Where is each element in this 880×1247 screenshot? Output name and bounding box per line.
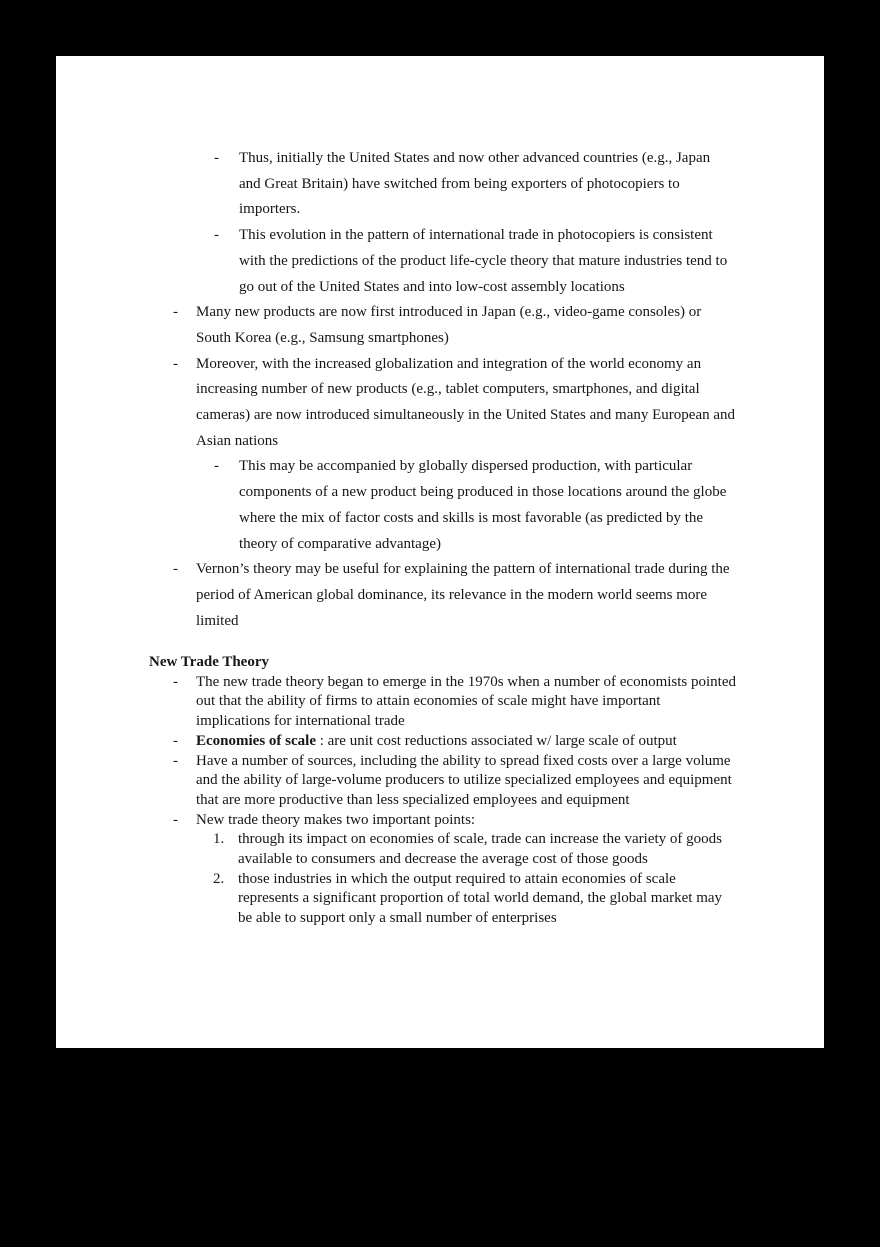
- bullet-item: [56, 223, 824, 300]
- bullet-dash: -: [173, 732, 178, 749]
- bullet-dash: -: [214, 150, 219, 166]
- text-line: Moreover, with the increased globalization and integration of the world economy an: [196, 355, 702, 372]
- text-line: Thus, initially the United States and now other advanced countries (e.g., Japan: [239, 150, 711, 166]
- text-line: importers.: [239, 201, 301, 218]
- text-line: Vernon’s theory may be useful for explaining the pattern of international trade during the: [196, 561, 730, 578]
- text-line: go out of the United States and into low-cost assembly locations: [239, 278, 625, 295]
- text-line: cameras) are now introduced simultaneously in the United States and many European and: [196, 407, 736, 424]
- text-line: New trade theory makes two important points:: [196, 811, 476, 828]
- text-line: theory of comparative advantage): [239, 535, 441, 552]
- bullet-dash: -: [214, 458, 219, 475]
- section-product-life-cycle-notes: [56, 146, 824, 634]
- numbered-item: [56, 870, 824, 929]
- text-line: limited: [196, 612, 239, 629]
- text-line: and the ability of large-volume producers to utilize specialized employees and equipment: [196, 772, 732, 789]
- bullet-dash: -: [173, 355, 178, 372]
- bullet-dash: -: [173, 752, 178, 769]
- text-line: those industries in which the output required to attain economies of scale: [238, 870, 676, 887]
- text-line: and Great Britain) have switched from being exporters of photocopiers to: [239, 175, 680, 192]
- definition-text: : are unit cost reductions associated w/ large scale of output: [315, 732, 677, 749]
- document-page: [56, 56, 824, 1048]
- bullet-item: [56, 352, 824, 455]
- bullet-item: [56, 146, 824, 223]
- text-line: [196, 732, 824, 752]
- section-heading: New Trade Theory: [149, 654, 269, 670]
- list-number: 2.: [213, 870, 225, 887]
- text-line: that are more productive than less specialized employees and equipment: [196, 791, 630, 808]
- bullet-dash: -: [214, 227, 219, 244]
- bullet-dash: -: [173, 304, 178, 321]
- text-line: This evolution in the pattern of international trade in photocopiers is consistent: [239, 227, 713, 244]
- text-line: Asian nations: [196, 432, 279, 449]
- text-line: available to consumers and decrease the average cost of those goods: [238, 851, 648, 868]
- text-line: increasing number of new products (e.g., tablet computers, smartphones, and digital: [196, 381, 700, 398]
- bullet-dash: -: [173, 811, 178, 828]
- bullet-item: [56, 557, 824, 634]
- bullet-item: [56, 673, 824, 732]
- text-line: Have a number of sources, including the ability to spread fixed costs over a large volume: [196, 752, 731, 769]
- text-line: be able to support only a small number of enterprises: [238, 910, 557, 927]
- text-line: South Korea (e.g., Samsung smartphones): [196, 329, 449, 346]
- bullet-item: [56, 454, 824, 557]
- bold-term: Economies of scale: [196, 732, 316, 749]
- bullet-item: [56, 732, 824, 752]
- text-line: Many new products are now first introduced in Japan (e.g., video-game consoles) or: [196, 304, 702, 321]
- text-line: period of American global dominance, its relevance in the modern world seems more: [196, 586, 708, 603]
- text-line: with the predictions of the product life-cycle theory that mature industries tend to: [239, 252, 728, 269]
- bullet-item: [56, 300, 824, 351]
- text-line: through its impact on economies of scale, trade can increase the variety of goods: [238, 831, 722, 848]
- text-line: where the mix of factor costs and skills is most favorable (as predicted by the: [239, 509, 704, 526]
- text-line: represents a significant proportion of total world demand, the global market may: [238, 890, 723, 907]
- bullet-item: [56, 811, 824, 831]
- bullet-dash: -: [173, 673, 178, 690]
- numbered-item: [56, 830, 824, 869]
- section-new-trade-theory: [56, 653, 824, 929]
- text-line: This may be accompanied by globally dispersed production, with particular: [239, 458, 693, 475]
- text-line: implications for international trade: [196, 713, 405, 730]
- text-line: The new trade theory began to emerge in the 1970s when a number of economists pointed: [196, 673, 736, 690]
- text-line: out that the ability of firms to attain economies of scale might have important: [196, 693, 661, 710]
- list-number: 1.: [213, 831, 225, 848]
- text-line: components of a new product being produced in those locations around the globe: [239, 484, 727, 501]
- bullet-item: [56, 752, 824, 811]
- bullet-dash: -: [173, 561, 178, 578]
